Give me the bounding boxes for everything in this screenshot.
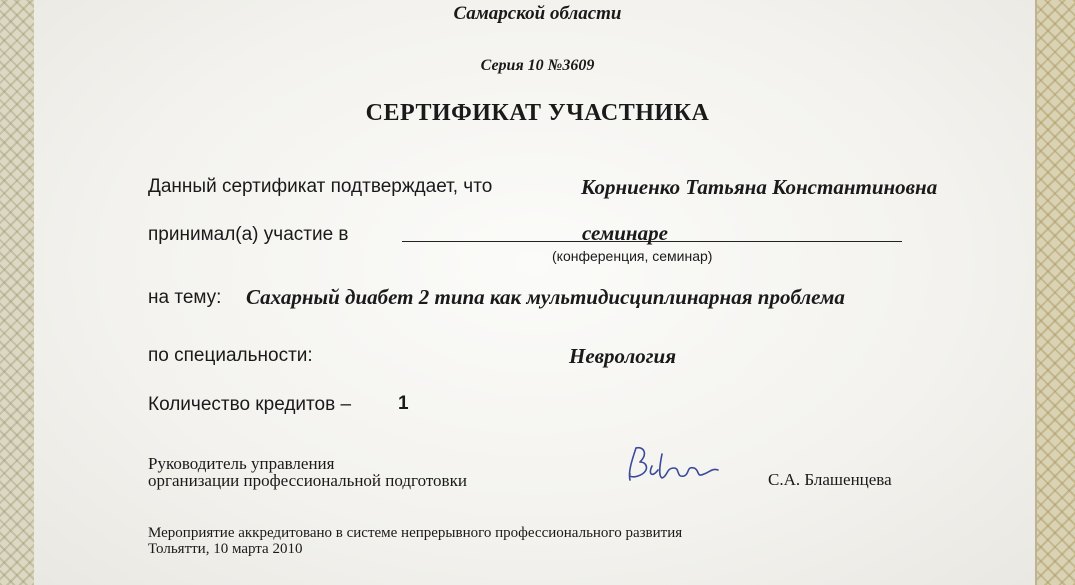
specialty-value: Неврология: [569, 344, 677, 368]
region-heading: Самарской области: [453, 3, 622, 24]
ornamental-border-left: [0, 0, 34, 585]
credits-label: Количество кредитов –: [148, 394, 352, 415]
signature-image: [618, 440, 728, 490]
accreditation-note: Мероприятие аккредитовано в системе непрерывного профессионального развития: [148, 525, 683, 541]
ornamental-border-right: [1035, 0, 1075, 585]
head-title-line1: Руководитель управления: [148, 454, 335, 473]
head-title-line2: организации профессиональной подготовки: [148, 471, 467, 490]
participant-name: Корниенко Татьяна Константиновна: [581, 175, 938, 199]
participated-label: принимал(а) участие в: [148, 224, 349, 245]
signatory-name: С.А. Блашенцева: [768, 470, 892, 489]
certificate-title: СЕРТИФИКАТ УЧАСТНИКА: [365, 100, 710, 126]
event-type-hint: (конференция, семинар): [552, 248, 713, 264]
place-date: Тольятти, 10 марта 2010: [148, 541, 303, 557]
series-number: Серия 10 №3609: [480, 57, 595, 74]
credits-value: 1: [398, 393, 409, 414]
confirm-label: Данный сертификат подтверждает, что: [148, 176, 493, 197]
specialty-label: по специальности:: [148, 345, 313, 366]
topic-label: на тему:: [148, 287, 222, 308]
topic-value: Сахарный диабет 2 типа как мультидисциплинарная проблема: [246, 285, 845, 309]
event-type-value: семинаре: [582, 221, 668, 245]
